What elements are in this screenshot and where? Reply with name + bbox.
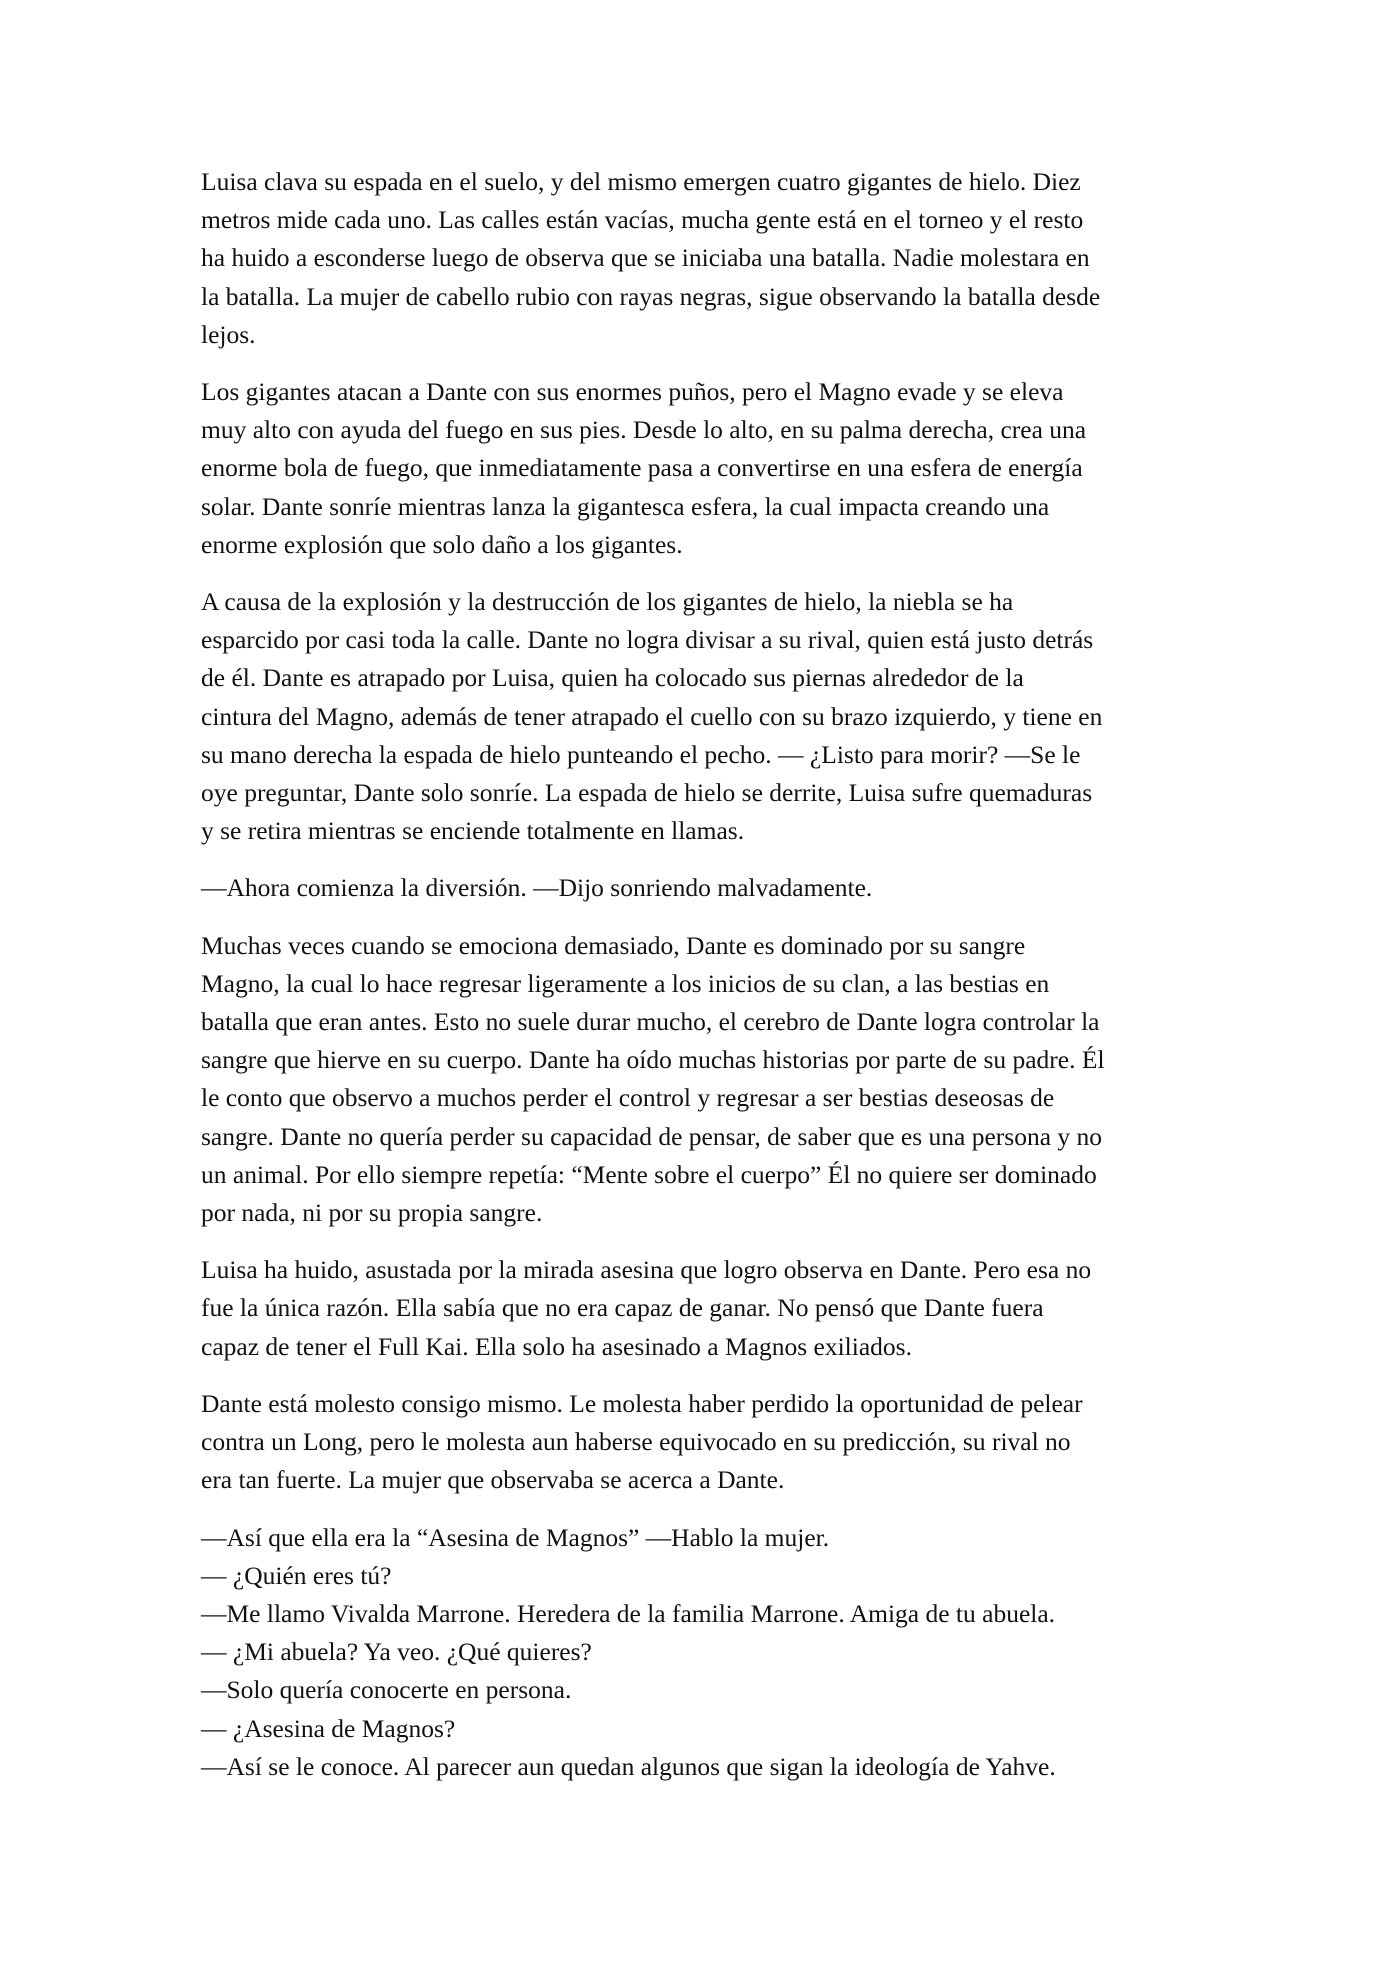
paragraph: A causa de la explosión y la destrucción de los gigantes de hielo, la niebla se ha esparcido por casi toda la calle. Dante no logra divisar a su rival, quien está justo detrás de él. Dante es atrapado por Luisa, quien ha colocado sus piernas alrededor de la cintura del Magno, además de tener atrapado el cuello con su brazo izquierdo, y tiene en su mano derecha la espada de hielo punteando el pecho. — ¿Listo para morir? —Se le oye preguntar, Dante solo sonríe. La espada de hielo se derrite, Luisa sufre quemaduras y se retira mientras se enciende totalmente en llamas. xyxy=(201,587,1103,846)
paragraph: Luisa clava su espada en el suelo, y del mismo emergen cuatro gigantes de hielo. Diez metros mide cada uno. Las calles están vacías, mucha gente está en el torneo y el resto ha huido a esconderse luego de observa que se iniciaba una batalla. Nadie molestara en la batalla. La mujer de cabello rubio con rayas negras, sigue observando la batalla desde lejos. xyxy=(201,167,1101,349)
paragraph: —Ahora comienza la diversión. —Dijo sonriendo malvadamente. xyxy=(201,873,873,903)
paragraph: Los gigantes atacan a Dante con sus enormes puños, pero el Magno evade y se eleva muy alto con ayuda del fuego en sus pies. Desde lo alto, en su palma derecha, crea una enorme bola de fuego, que inmediatamente pasa a convertirse en una esfera de energía solar. Dante sonríe mientras lanza la gigantesca esfera, la cual impacta creando una enorme explosión que solo daño a los gigantes. xyxy=(201,377,1087,559)
dialogue-block: —Así que ella era la “Asesina de Magnos” —Hablo la mujer. — ¿Quién eres tú? —Me llamo Vivalda Marrone. Heredera de la familia Marrone. Amiga de tu abuela. — ¿Mi abuela? Ya veo. ¿Qué quieres? —Solo quería conocerte en persona. — ¿Asesina de Magnos? —Así se le conoce. Al parecer aun quedan algunos que sigan la ideología de Yahve. xyxy=(201,1522,1056,1781)
paragraph: Muchas veces cuando se emociona demasiado, Dante es dominado por su sangre Magno, la cual lo hace regresar ligeramente a los inicios de su clan, a las bestias en batalla que eran antes. Esto no suele durar mucho, el cerebro de Dante logra controlar la sangre que hierve en su cuerpo. Dante ha oído muchas historias por parte de su padre. Él le conto que observo a muchos perder el control y regresar a ser bestias deseosas de sangre. Dante no quería perder su capacidad de pensar, de saber que es una persona y no un animal. Por ello siempre repetía: “Mente sobre el cuerpo” Él no quiere ser dominado por nada, ni por su propia sangre. xyxy=(201,930,1105,1228)
paragraph: Luisa ha huido, asustada por la mirada asesina que logro observa en Dante. Pero esa no fue la única razón. Ella sabía que no era capaz de ganar. No pensó que Dante fuera capaz de tener el Full Kai. Ella solo ha asesinado a Magnos exiliados. xyxy=(201,1255,1092,1361)
document-page xyxy=(201,163,1201,1805)
paragraph: Dante está molesto consigo mismo. Le molesta haber perdido la oportunidad de pelear contra un Long, pero le molesta aun haberse equivocado en su predicción, su rival no era tan fuerte. La mujer que observaba se acerca a Dante. xyxy=(201,1388,1083,1495)
